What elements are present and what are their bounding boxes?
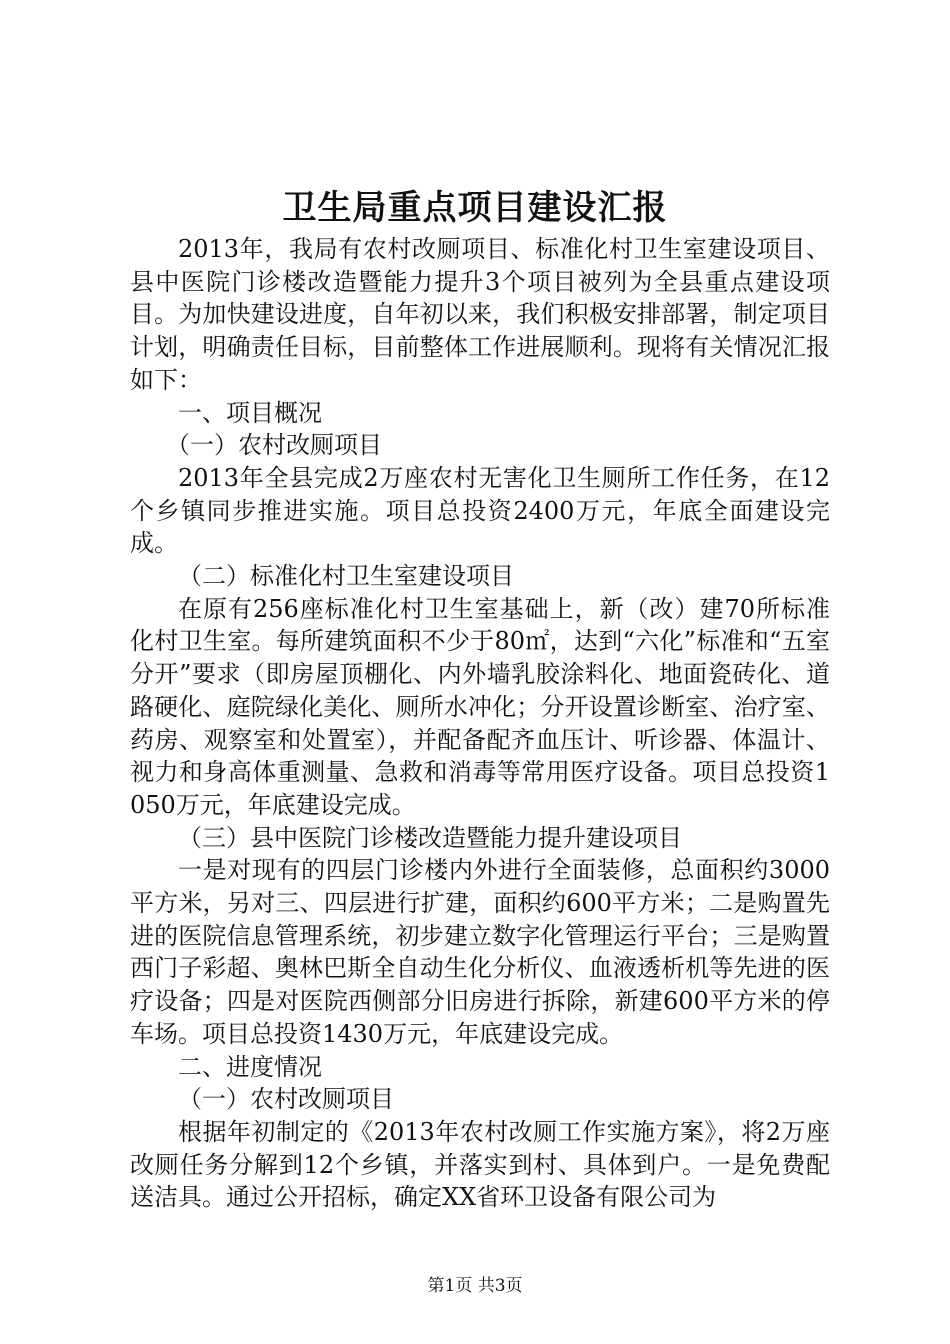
subheading-toilet-project: （一）农村改厕项目 bbox=[166, 431, 382, 460]
paragraph-hospital-project: 一是对现有的四层门诊楼内外进行全面装修，总面积约3000平方米，另对三、四层进行扩建，面积约600平方米；二是购置先进的医院信息管理系统，初步建立数字化管理运行平台；三是购置西门子彩超、奥林巴斯全自动生化分析仪、血液透析机等先进的医疗设备；四是对医院西侧部分旧房进行拆除，新建600平方米的停车场。项目总投资1430万元，年底建设完成。 bbox=[130, 856, 830, 1048]
paragraph-intro: 2013年，我局有农村改厕项目、标准化村卫生室建设项目、县中医院门诊楼改造暨能力提升3个项目被列为全县重点建设项目。为加快建设进度，自年初以来，我们积极安排部署，制定项目计划，明确责任目标，目前整体工作进展顺利。现将有关情况汇报如下： bbox=[130, 235, 830, 394]
document-body bbox=[130, 233, 830, 1214]
paragraph-toilet-progress: 根据年初制定的《2013年农村改厕工作实施方案》，将2万座改厕任务分解到12个乡镇，并落实到村、具体到户。一是免费配送洁具。通过公开招标，确定XX省环卫设备有限公司为 bbox=[130, 1117, 830, 1212]
subheading-clinic-project: （二）标准化村卫生室建设项目 bbox=[178, 562, 514, 591]
subheading-hospital-project: （三）县中医院门诊楼改造暨能力提升建设项目 bbox=[178, 823, 682, 852]
paragraph-toilet-project: 2013年全县完成2万座农村无害化卫生厕所工作任务，在12个乡镇同步推进实施。项目总投资2400万元，年底全面建设完成。 bbox=[130, 463, 830, 558]
heading-progress: 二、进度情况 bbox=[178, 1052, 322, 1081]
subheading-toilet-progress: （一）农村改厕项目 bbox=[178, 1085, 394, 1114]
paragraph-clinic-project: 在原有256座标准化村卫生室基础上，新（改）建70所标准化村卫生室。每所建筑面积不少于80㎡，达到“六化”标准和“五室分开”要求（即房屋顶棚化、内外墙乳胶涂料化、地面瓷砖化、道路硬化、庭院绿化美化、厕所水冲化；分开设置诊断室、治疗室、药房、观察室和处置室），并配备配齐血压计、听诊器、体温计、视力和身高体重测量、急救和消毒等常用医疗设备。项目总投资1050万元，年底建设完成。 bbox=[130, 594, 830, 819]
document-title: 卫生局重点项目建设汇报 bbox=[282, 188, 668, 228]
page-number: 第1页 共3页 bbox=[427, 1276, 523, 1296]
heading-project-overview: 一、项目概况 bbox=[178, 398, 322, 427]
